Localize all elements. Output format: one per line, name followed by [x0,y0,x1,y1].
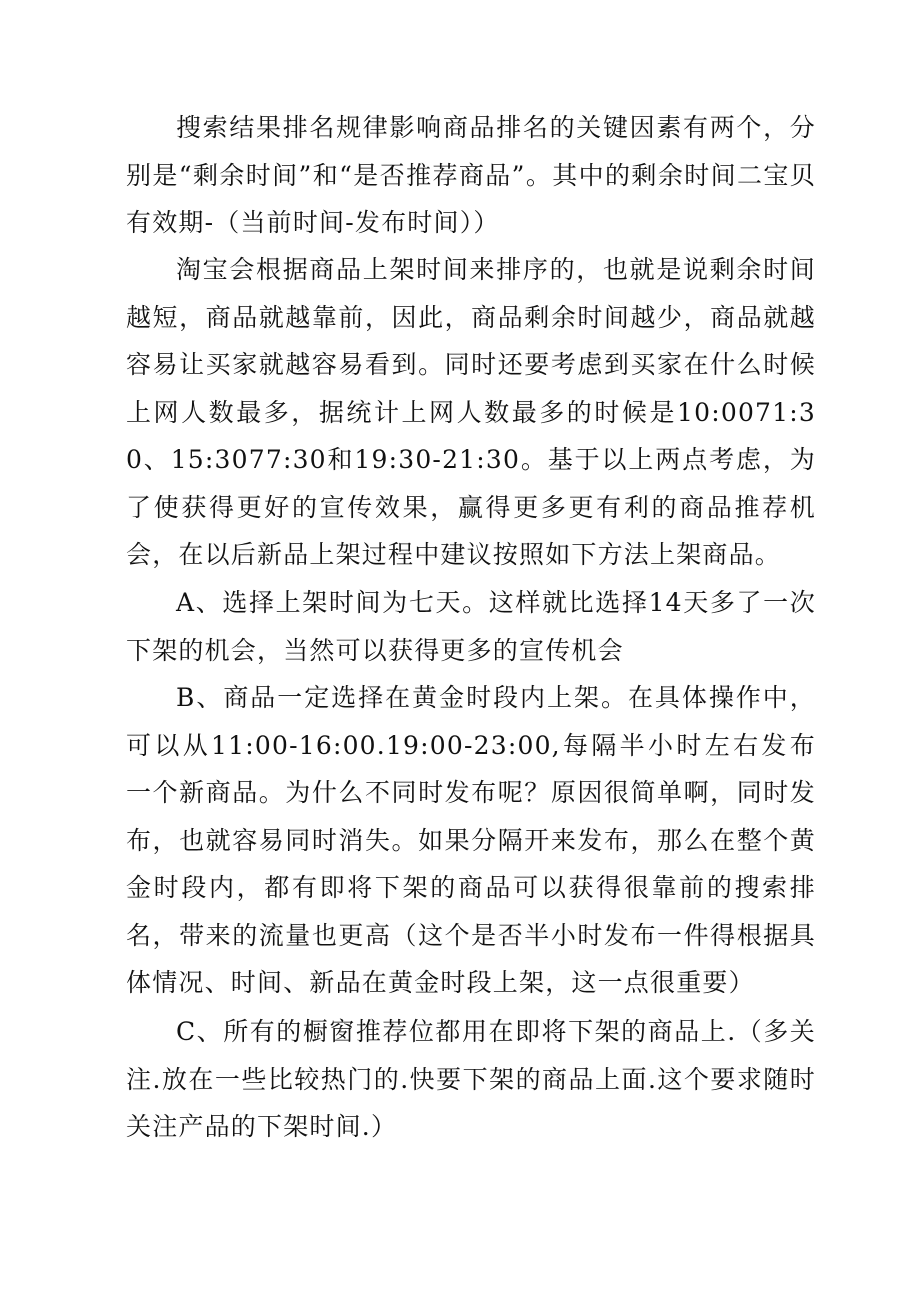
paragraph-method-a: A、选择上架时间为七天。这样就比选择14天多了一次下架的机会，当然可以获得更多的宣传机会 [126,588,816,665]
paragraph-method-c: C、所有的橱窗推荐位都用在即将下架的商品上.（多关注.放在一些比较热门的.快要下架的商品上面.这个要求随时关注产品的下架时间.） [126,1017,816,1141]
paragraph-listing-time: 淘宝会根据商品上架时间来排序的，也就是说剩余时间越短，商品就越靠前，因此，商品剩余时间越少，商品就越容易让买家就越容易看到。同时还要考虑到买家在什么时候上网人数最多，据统计上网人数最多的时候是10:0071:30、15:3077:30和19:30-21:30。基于以上两点考虑，为了使获得更好的宣传效果，赢得更多更有利的商品推荐机会，在以后新品上架过程中建议按照如下方法上架商品。 [126,255,816,569]
paragraph-search-ranking: 搜索结果排名规律影响商品排名的关键因素有两个，分别是“剩余时间”和“是否推荐商品”。其中的剩余时间二宝贝有效期-（当前时间-发布时间）） [126,113,816,237]
paragraph-method-b: B、商品一定选择在黄金时段内上架。在具体操作中，可以从11:00-16:00.19:00-23:00,每隔半小时左右发布一个新商品。为什么不同时发布呢？原因很简单啊，同时发布，也就容易同时消失。如果分隔开来发布，那么在整个黄金时段内，都有即将下架的商品可以获得很靠前的搜索排名，带来的流量也更高（这个是否半小时发布一件得根据具体情况、时间、新品在黄金时段上架，这一点很重要） [126,683,816,997]
